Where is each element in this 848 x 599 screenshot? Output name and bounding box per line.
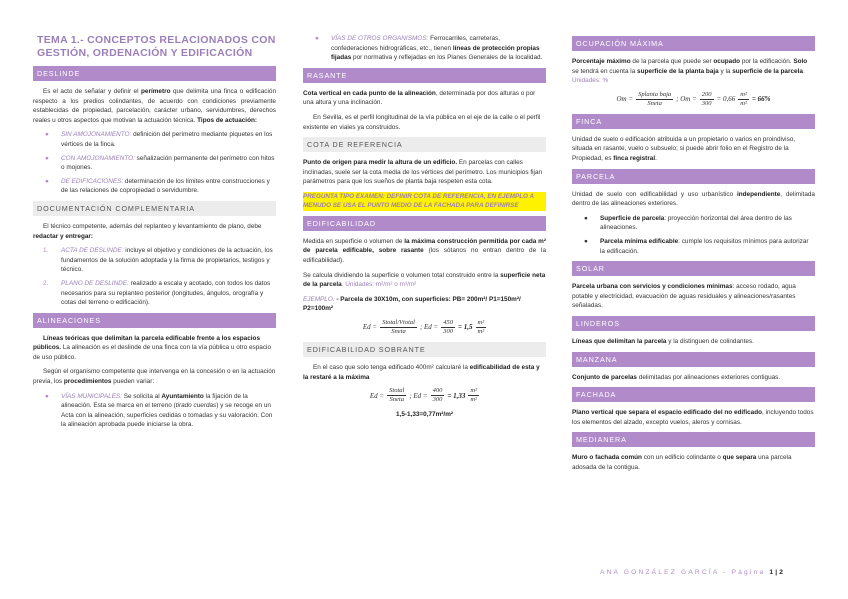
- list-item: ● VÍAS MUNICIPALES: Se solicita al Ayuntamiento la fijación de la alineación. Esta se marca en el terreno (tirado cuerdas) y se recoge en un Acta con la alineación, superficies cedidas o tomadas y su valoración. Con la alineación aprobada puede iniciarse la obra.: [45, 392, 273, 429]
- fachada-paragraph: Plano vertical que separa el espacio edificado del no edificado, incluyendo todos los elementos del alzado, excepto vuelos, aleros y cornisas.: [572, 409, 814, 426]
- cota-paragraph: Punto de origen para medir la altura de un edificio. En parcelas con calles inclinadas, suele ser la cota media de los vértices del perímetro. Los municipios fijan parámetros para que los sueños de planta baja respeten esta cota.: [303, 159, 543, 186]
- section-heading-finca: FINCA: [572, 114, 815, 129]
- bullet-icon: ●: [584, 237, 588, 245]
- deslinde-paragraph: Es el acto de señalar y definir el perímetro que delimita una finca o edificación respecto a los predios colindantes, de acuerdo con condiciones previamente establecidas de propiedad, parcelación, carácter urbano, servidumbres, derechos reales u otros aspectos que motivan la actuación técnica. Tipos de actuación:: [33, 88, 277, 124]
- list-item: ● SIN AMOJONAMIENTO: definición del perímetro mediante piquetes en los vértices de la finca.: [45, 131, 273, 148]
- exam-question-highlight: PREGUNTA TIPO EXAMEN: DEFINIR COTA DE REFERENCIA, EN EJEMPLO A MENUDO SE USA EL PUNTO MEDIO DE LA FACHADA PARA DEFINIRSE: [303, 192, 546, 211]
- page-title: TEMA 1.- CONCEPTOS RELACIONADOS CON GESTIÓN, ORDENACIÓN Y EDIFICACIÓN: [37, 34, 276, 59]
- alineaciones-list: [33, 392, 276, 430]
- bullet-icon: ●: [584, 214, 588, 222]
- section-heading-edificabilidad: EDIFICABILIDAD: [303, 216, 546, 231]
- bullet-icon: ●: [45, 131, 49, 139]
- bullet-icon: ●: [315, 35, 319, 42]
- list-item: ● DE EDIFICACIONES: determinación de los límites entre construcciones y de las relaciones de copropiedad o servidumbre.: [45, 177, 270, 195]
- column-left: [33, 34, 276, 435]
- section-heading-solar: SOLAR: [572, 261, 815, 276]
- ocupacion-paragraph: Porcentaje máximo de la parcela que puede ser ocupado por la edificación. Solo se tendrá en cuenta la superficie de la planta baja y la superficie de la parcela. Unidades: %: [572, 58, 808, 85]
- parcela-list: [572, 214, 815, 256]
- sobrante-result: 1,5-1,33=0,77m²/m²: [395, 411, 454, 419]
- list-item: 2. PLANO DE DESLINDE: realizado a escala y acotado, con todos los datos necesarios para su replanteo posterior (longitudes, ángulos, orografía y cotas del terreno o edificación).: [43, 279, 271, 307]
- section-heading-deslinde: DESLINDE: [33, 66, 276, 81]
- rasante-paragraph-1: Cota vertical en cada punto de la alineación, determinada por dos alturas o por una altura y una inclinación.: [303, 89, 536, 107]
- edificabilidad-paragraph-2: Se calcula dividiendo la superficie o volumen total construido entre la superficie neta de la parcela. Unidades: m²/m² o m³/m²: [303, 271, 546, 289]
- edificabilidad-example: EJEMPLO. - Parcela de 30X10m, con superficies: PB= 200m²/ P1=150m²/ P2=100m²: [303, 295, 521, 313]
- alineaciones-list-continued: [303, 34, 546, 63]
- medianera-paragraph: Muro o fachada común con un edificio colindante o que separa una parcela adosada de la contigua.: [572, 454, 792, 471]
- column-right: [572, 36, 815, 477]
- edificabilidad-formula: Ed = $\frac{\text{Stotal/Vtotal}}{\text{Sneta}}$ ; Ed = $\frac{450}{300}$ = 1,5 $\frac{\text{m²}}{\text{m²}}$: [362, 318, 485, 335]
- sobrante-paragraph: En el caso que solo tenga edificado 400m² calcularé la edificabilidad de esta y la restaré a la máxima: [303, 363, 540, 381]
- section-heading-medianera: MEDIANERA: [572, 432, 815, 447]
- deslinde-list: [33, 130, 276, 196]
- bullet-icon: ●: [45, 154, 49, 162]
- edificabilidad-paragraph-1: Medida en superficie o volumen de la máxima construcción permitida por cada m² de parcela edificable, sobre rasante (los sótanos no entran dentro de la edificabilidad).: [303, 237, 546, 264]
- sobrante-formula: Ed = $\frac{\text{Stotal}}{\text{Sneta}}$ ; Ed = $\frac{400}{300}$ = 1,33 $\frac{\text{m²}}{\text{m²}}$: [369, 387, 478, 404]
- alineaciones-paragraph-2: Según el organismo competente que intervenga en la concesión o en la actuación previa, los procedimientos pueden variar:: [33, 368, 276, 386]
- parcela-paragraph: Unidad de suelo con edificabilidad y uso urbanístico independiente, delimitada dentro de las alineaciones exteriores.: [572, 190, 815, 208]
- bullet-icon: ●: [45, 392, 49, 400]
- documentacion-list: [33, 246, 276, 308]
- documentacion-paragraph: El técnico competente, además del replanteo y levantamiento de plano, debe redactar y entregar:: [33, 222, 262, 240]
- list-item: ● Parcela mínima edificable: cumple los requisitos mínimos para autorizar la edificación.: [584, 237, 809, 255]
- list-item: 1. ACTA DE DESLINDE: incluye el objetivo y condiciones de la actuación, los fundamentos de la solución adoptada y la firma de propietarios, testigos y técnico.: [43, 247, 273, 274]
- ocupacion-formula: Om = $\frac{\text{Splanta baja}}{\text{Sneta}}$ ; Om = $\frac{200}{300}$ = 0,66 $\frac{\text{m²}}{\text{m²}}$ = 66%: [616, 90, 771, 107]
- section-heading-sobrante: EDIFICABILIDAD SOBRANTE: [303, 342, 546, 357]
- bullet-icon: ●: [45, 177, 49, 185]
- column-middle: [303, 34, 546, 425]
- manzana-paragraph: Conjunto de parcelas delimitadas por alineaciones exteriores contiguas.: [572, 373, 781, 381]
- section-heading-manzana: MANZANA: [572, 352, 815, 367]
- section-heading-cota: COTA DE REFERENCIA: [303, 137, 546, 152]
- page-footer: ANA GONZÁLEZ GARCÍA - Página 1|2: [600, 569, 786, 576]
- list-item: ● Superficie de parcela: proyección horizontal del área dentro de las alineaciones.: [584, 214, 792, 232]
- list-item: ● CON AMOJONAMIENTO: señalización permanente del perímetro con hitos o mojones.: [45, 154, 275, 172]
- section-heading-fachada: FACHADA: [572, 387, 815, 402]
- section-heading-parcela: PARCELA: [572, 169, 815, 184]
- section-heading-alineaciones: ALINEACIONES: [33, 313, 276, 328]
- linderos-paragraph: Líneas que delimitan la parcela y la distinguen de colindantes.: [572, 337, 754, 345]
- section-heading-rasante: RASANTE: [303, 68, 546, 83]
- list-item: ● VÍAS DE OTROS ORGANISMOS: Ferrocarriles, carreteras, confederaciones hidrográficas, etc., tienen líneas de protección propias fijadas por normativa y reflejadas en los Planes Generales de la localidad.: [315, 35, 543, 62]
- rasante-paragraph-2: En Sevilla, es el perfil longitudinal de la vía pública en el eje de la calle o el perfil existente en viales ya construidos.: [303, 113, 541, 131]
- solar-paragraph: Parcela urbana con servicios y condiciones mínimas: acceso rodado, agua potable y electricidad, evacuación de aguas residuales y alineaciones/rasantes señaladas.: [572, 283, 796, 310]
- section-heading-documentacion: DOCUMENTACIÓN COMPLEMENTARIA: [33, 201, 276, 216]
- finca-paragraph: Unidad de suelo o edificación atribuida a un propietario o varios en proindiviso, situada en rasante, vuelo o subsuelo; si puede abrir folio en el Registro de la Propiedad, es finca registral.: [572, 135, 796, 162]
- section-heading-ocupacion: OCUPACIÓN MÁXIMA: [572, 36, 815, 51]
- alineaciones-paragraph-1: Líneas teóricas que delimitan la parcela edificable frente a los espacios públicos. La alineación es el deslinde de una finca con la vía pública u otro espacio de uso público.: [33, 334, 272, 361]
- section-heading-linderos: LINDEROS: [572, 316, 815, 331]
